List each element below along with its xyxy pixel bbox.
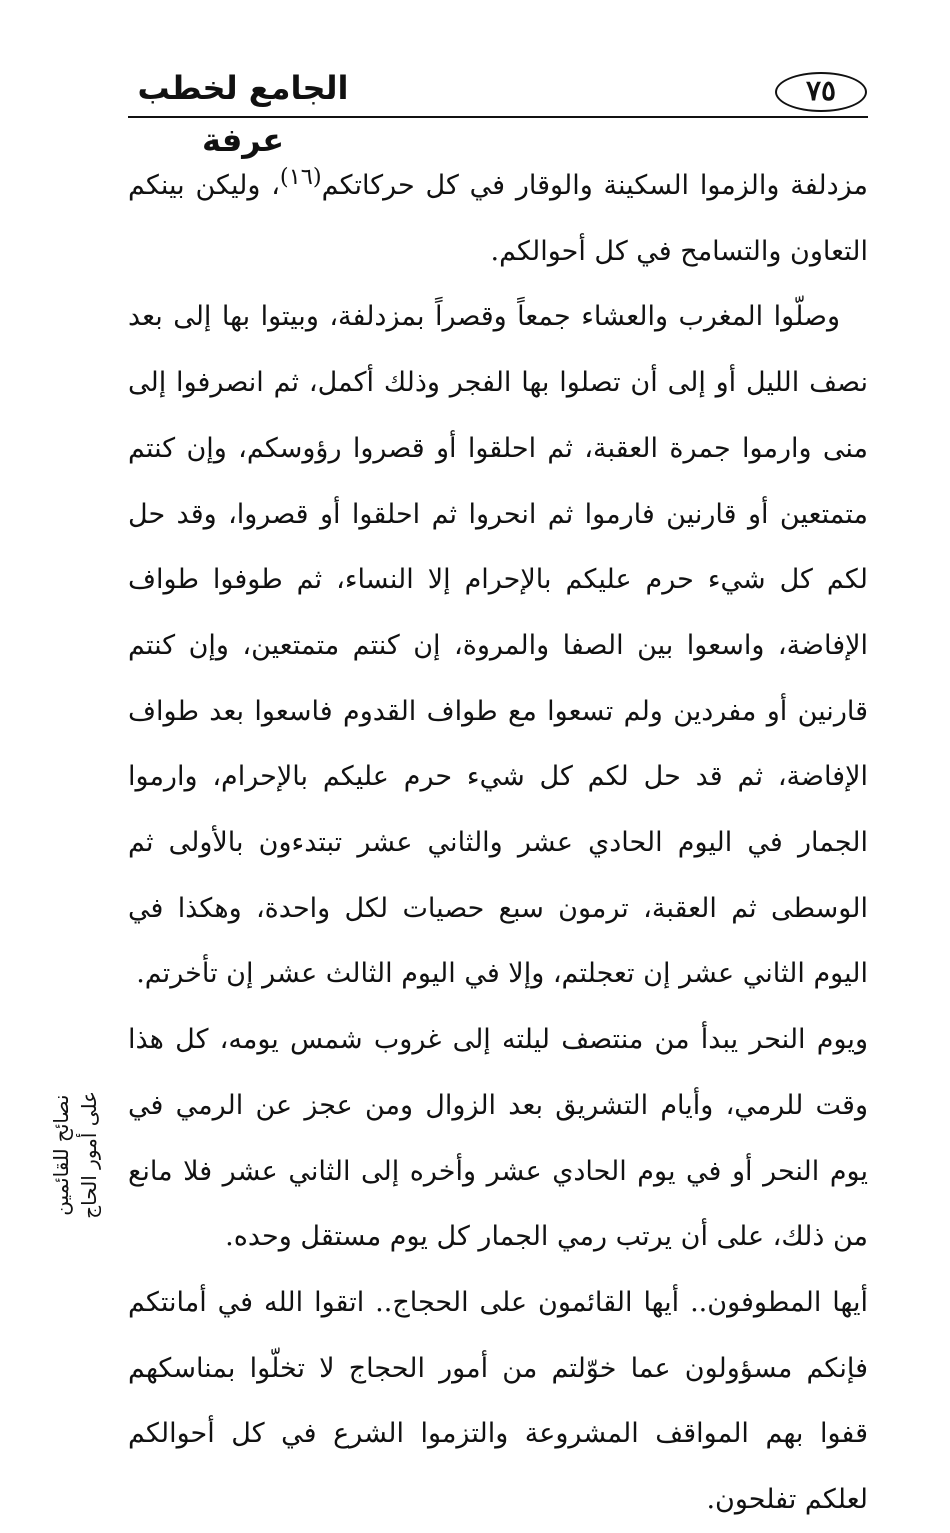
page-header (128, 62, 868, 159)
book-title: الجامع لخطب عرفة (137, 69, 349, 159)
header-rule (128, 116, 868, 118)
margin-note-line-1: نصائح للقائمين (49, 1094, 73, 1216)
paragraph-3: ويوم النحر يبدأ من منتصف ليلته إلى غروب شمس يومه، كل هذا وقت للرمي، وأيام التشريق بعد الزوال ومن عجز عن الرمي في يوم النحر أو في يوم الحادي عشر وأخره إلى الثاني عشر فلا مانع من ذلك، على أن يرتب رمي الجمار كل يوم مستقل وحده. (128, 1024, 868, 1253)
paragraph-4: أيها المطوفون.. أيها القائمون على الحجاج.. اتقوا الله في أمانتكم فإنكم مسؤولون عما خوّلتم من أمور الحجاج لا تخلّوا بمناسكهم قفوا بهم المواقف المشروعة والتزموا الشرع في كل أحوالكم لعلكم تفلحون. (128, 1286, 868, 1516)
body-text (128, 145, 868, 1533)
page-number: ٧٥ (775, 72, 867, 112)
margin-note (40, 1040, 110, 1270)
paragraph-2: وصلّوا المغرب والعشاء جمعاً وقصراً بمزدلفة، وبيتوا بها إلى بعد نصف الليل أو إلى أن تصلوا بها الفجر وذلك أكمل، ثم انصرفوا إلى منى وارموا جمرة العقبة، ثم احلقوا أو قصروا رؤوسكم، وإن كنتم متمتعين أو قارنين فارموا ثم انحروا ثم احلقوا أو قصروا، وقد حل لكم كل شيء حرم عليكم بالإحرام إلا النساء، ثم طوفوا طواف الإفاضة، واسعوا بين الصفا والمروة، إن كنتم متمتعين، وإن كنتم قارنين أو مفردين ولم تسعوا مع طواف القدوم فاسعوا بعد طواف الإفاضة، ثم قد حل لكم كل شيء حرم عليكم بالإحرام، وارموا الجمار في اليوم الحادي عشر والثاني عشر تبتدءون بالأولى ثم الوسطى ثم العقبة، ترمون سبع حصيات لكل واحدة، وهكذا في اليوم الثاني عشر إن تعجلتم، وإلا في اليوم الثالث عشر إن تأخرتم. (128, 301, 868, 990)
margin-note-line-2: على أمور الحاج (77, 1091, 101, 1219)
paragraph-1: مزدلفة والزموا السكينة والوقار في كل حركاتكم$^{(١٦)}$، وليكن بينكم التعاون والتسامح في كل أحوالكم. (128, 164, 868, 267)
